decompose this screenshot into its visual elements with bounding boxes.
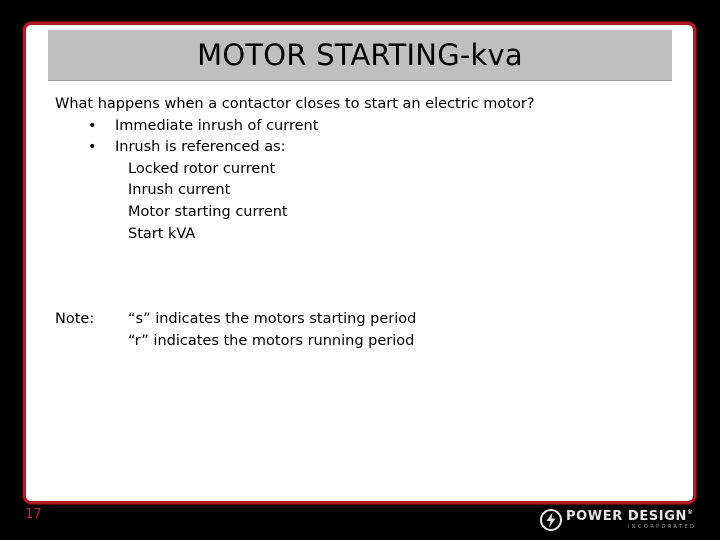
alias-item: Inrush current (128, 182, 231, 199)
logo-subtitle: INCORPORATED (628, 524, 697, 530)
alias-item: Locked rotor current (128, 160, 276, 177)
logo-wordmark (566, 510, 696, 530)
slide-body (55, 94, 675, 245)
question-text: What happens when a contactor closes to start an electric motor? (55, 96, 535, 112)
company-logo (540, 506, 696, 534)
bullet-marker: • (88, 117, 97, 134)
alias-item: Motor starting current (128, 203, 288, 220)
note-label: Note: (55, 311, 95, 327)
bullet-marker: • (88, 139, 97, 156)
bullet-text: Immediate inrush of current (115, 117, 319, 134)
bullet-text: Inrush is referenced as: (115, 139, 286, 156)
power-design-bolt-icon (540, 509, 562, 531)
bullet-item (55, 116, 675, 138)
title-bar (48, 30, 672, 81)
note-line: “s” indicates the motors starting period (128, 311, 417, 327)
slide-title: MOTOR STARTING-kva (197, 38, 523, 72)
logo-name (566, 510, 696, 523)
note-lines (128, 309, 628, 352)
bullet-item (55, 137, 675, 159)
logo-name-text: POWER DESIGN (566, 509, 687, 524)
note-line: “r” indicates the motors running period (128, 332, 415, 349)
alias-item: Start kVA (128, 225, 196, 242)
page-number: 17 (25, 507, 42, 522)
logo-registered-mark: ® (686, 509, 694, 516)
